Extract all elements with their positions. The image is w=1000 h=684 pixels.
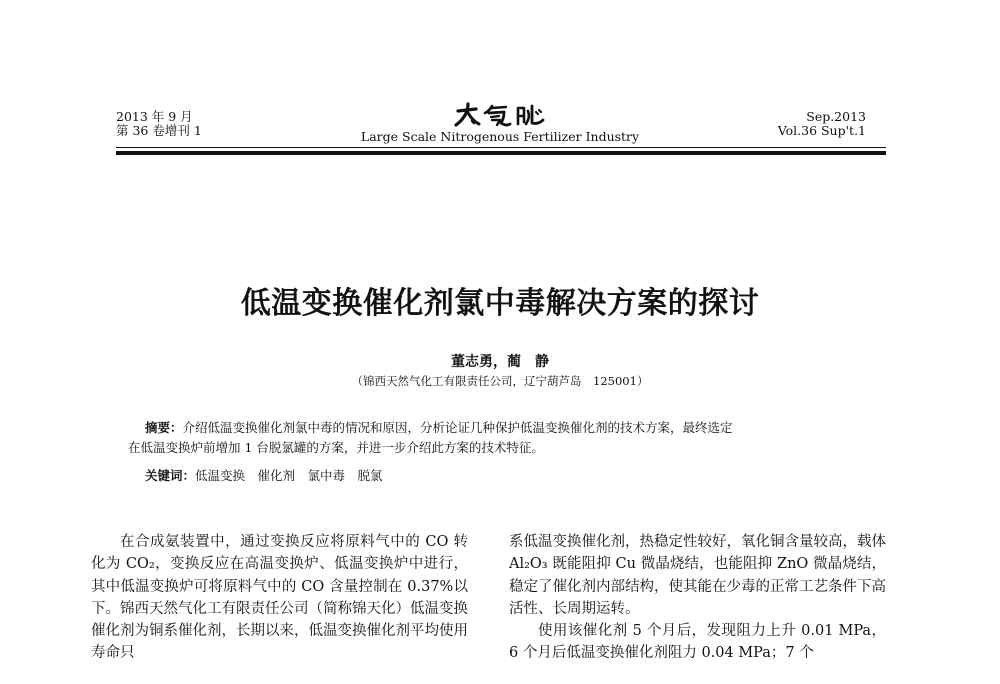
body-paragraph: 使用该催化剂 5 个月后，发现阻力上升 0.01 MPa，6 个月后低温变换催化剂阻力 0.04 MPa；7 个: [509, 623, 886, 662]
body-column-left: [91, 531, 468, 665]
abstract-label: 摘要：: [145, 420, 183, 435]
header-date-cn: 2013 年 9 月: [116, 109, 193, 124]
header-volume-cn: 第 36 卷增刊 1: [116, 123, 202, 138]
body-column-right: [509, 531, 886, 665]
keywords-list: 低温变换 催化剂 氯中毒 脱氯: [195, 468, 383, 483]
abstract-line-2: 在低温变换炉前增加 1 台脱氯罐的方案，并进一步介绍此方案的技术特征。: [128, 440, 544, 455]
header-rule-thick: [116, 151, 886, 155]
header-issue-en: [778, 110, 866, 138]
body-paragraph: 在合成氨装置中，通过变换反应将原料气中的 CO 转化为 CO₂，变换反应在高温变换炉、低温变换炉中进行，其中低温变换炉可将原料气中的 CO 含量控制在 0.37%以下。锦西天然气化工有限责任公司（简称锦天化）低温变换催化剂为铜系催化剂，长期以来，低温变换催化剂平均使用寿命只: [91, 534, 468, 662]
article-authors: 董志勇，蔺 静: [451, 354, 549, 370]
abstract: [128, 418, 868, 458]
keywords-label: 关键词：: [145, 468, 196, 483]
abstract-line-1: [128, 418, 868, 438]
journal-name-en: Large Scale Nitrogenous Fertilizer Industry: [360, 129, 640, 144]
abstract-text-1: 介绍低温变换催化剂氯中毒的情况和原因，分析论证几种保护低温变换催化剂的技术方案，最终选定: [182, 420, 733, 435]
journal-logo-calligraphy: [452, 102, 548, 128]
header-date-en: Sep.2013: [806, 109, 866, 124]
keywords: [145, 467, 383, 485]
header-rule-thin: [116, 147, 886, 148]
body-paragraph: 系低温变换催化剂，热稳定性较好，氧化铜含量较高，载体 Al₂O₃ 既能阻抑 Cu 微晶烧结，也能阻抑 ZnO 微晶烧结，稳定了催化剂内部结构，使其能在少毒的正常工艺条件下高活性、长周期运转。: [509, 534, 886, 617]
article-title: 低温变换催化剂氯中毒解决方案的探讨: [240, 286, 760, 321]
header-volume-en: Vol.36 Sup't.1: [777, 123, 866, 138]
article-affiliation: （锦西天然气化工有限责任公司，辽宁葫芦岛 125001）: [351, 374, 649, 388]
